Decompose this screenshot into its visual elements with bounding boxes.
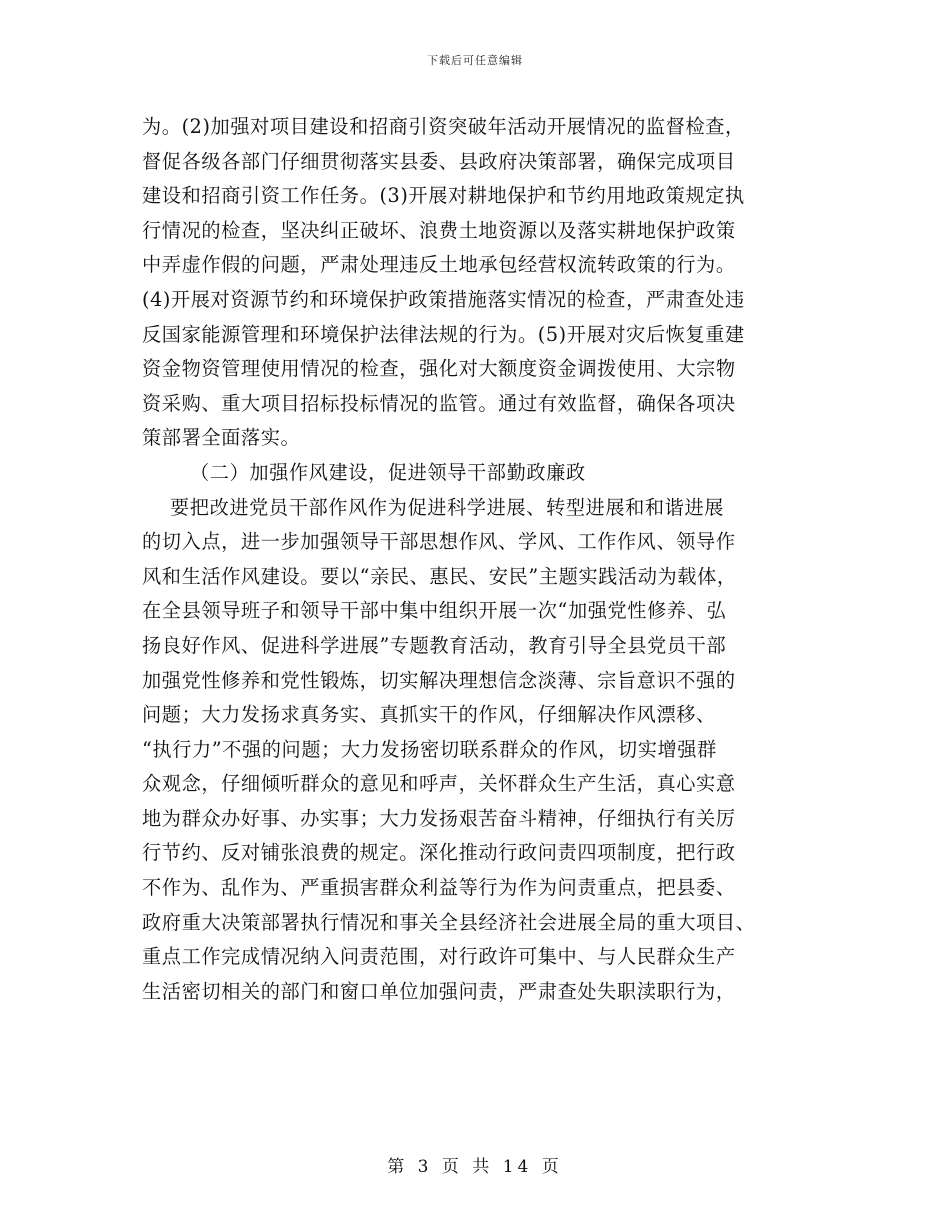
body-line: 资金物资管理使用情况的检查，强化对大额度资金调拨使用、大宗物: [142, 357, 736, 381]
body-line: 建设和招商引资工作任务。(3)开展对耕地保护和节约用地政策规定执: [142, 184, 745, 208]
body-line: 众观念，仔细倾听群众的意见和呼声，关怀群众生产生活，真心实意: [142, 772, 736, 796]
body-line: (4)开展对资源节约和环境保护政策措施落实情况的检查，严肃查处违: [142, 287, 745, 311]
body-line: 行节约、反对铺张浪费的规定。深化推动行政问责四项制度，把行政: [142, 841, 736, 865]
page-header: 下载后可任意编辑: [427, 54, 523, 67]
body-line: 扬良好作风、促进科学进展”专题教育活动，教育引导全县党员干部: [142, 633, 727, 657]
document-body: [142, 110, 814, 1009]
body-line: 加强党性修养和党性锻炼，切实解决理想信念淡薄、宗旨意识不强的: [142, 668, 736, 692]
body-line: 资采购、重大项目招标投标情况的监管。通过有效监督，确保各项决: [142, 391, 736, 415]
body-line: 地为群众办好事、办实事；大力发扬艰苦奋斗精神，仔细执行有关厉: [142, 806, 736, 830]
body-line: 的切入点，进一步加强领导干部思想作风、学风、工作作风、领导作: [142, 530, 736, 554]
body-line: 重点工作完成情况纳入问责范围，对行政许可集中、与人民群众生产: [142, 945, 736, 969]
body-line: 在全县领导班子和领导干部中集中组织开展一次“加强党性修养、弘: [142, 599, 727, 623]
body-line: 生活密切相关的部门和窗口单位加强问责，严肃查处失职渎职行为，: [142, 979, 736, 1003]
body-line: 中弄虚作假的问题，严肃处理违反土地承包经营权流转政策的行为。: [142, 253, 736, 277]
body-line: “执行力”不强的问题；大力发扬密切联系群众的作风，切实增强群: [142, 737, 717, 761]
body-line: 政府重大决策部署执行情况和事关全县经济社会进展全局的重大项目、: [142, 910, 756, 934]
body-line: 要把改进党员干部作风作为促进科学进展、转型进展和和谐进展: [170, 495, 725, 519]
body-line: 行情况的检查，坚决纠正破坏、浪费土地资源以及落实耕地保护政策: [142, 218, 736, 242]
body-line: 风和生活作风建设。要以“亲民、惠民、安民”主题实践活动为载体，: [142, 564, 737, 588]
section-heading: （二）加强作风建设，促进领导干部勤政廉政: [190, 460, 586, 484]
body-line: 反国家能源管理和环境保护法律法规的行为。(5)开展对灾后恢复重建: [142, 322, 745, 346]
body-line: 问题；大力发扬求真务实、真抓实干的作风，仔细解决作风漂移、: [142, 703, 716, 727]
body-line: 为。(2)加强对项目建设和招商引资突破年活动开展情况的监督检查，: [142, 115, 745, 138]
body-line: 策部署全面落实。: [142, 426, 301, 450]
body-line: 督促各级各部门仔细贯彻落实县委、县政府决策部署，确保完成项目: [142, 149, 736, 173]
page-number-footer: 第 3 页 共 14 页: [387, 1157, 563, 1177]
body-line: 不作为、乱作为、严重损害群众利益等行为作为问责重点，把县委、: [142, 876, 736, 900]
